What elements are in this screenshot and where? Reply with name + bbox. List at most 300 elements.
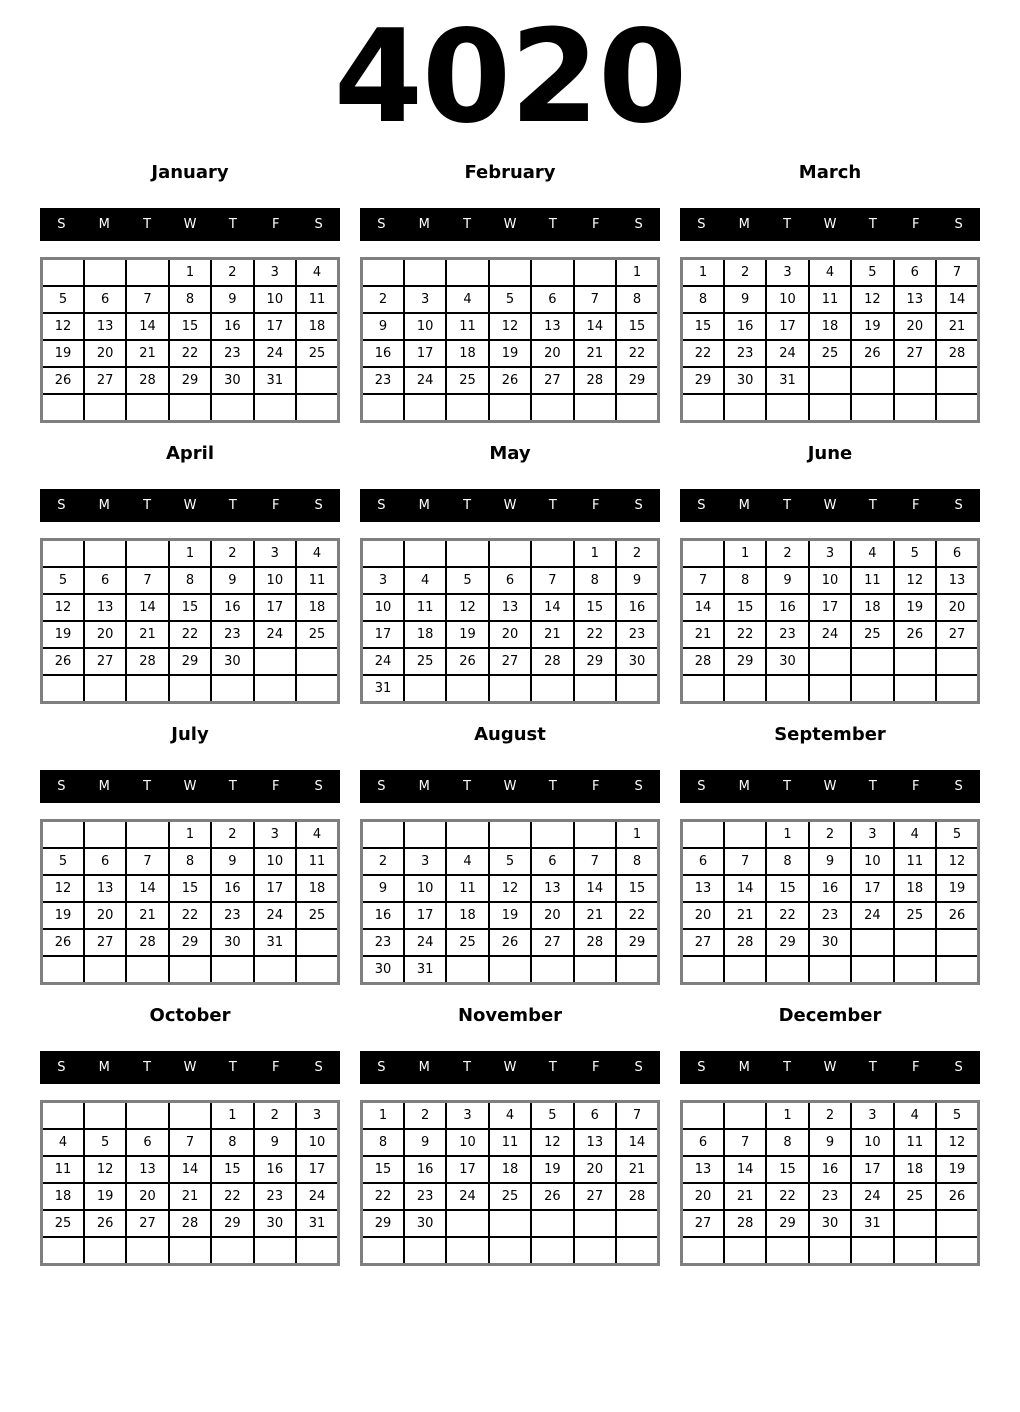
day-cell: 24: [446, 1183, 488, 1210]
month-september: [680, 724, 980, 985]
day-cell: 21: [724, 902, 766, 929]
day-cell: 12: [936, 1129, 978, 1156]
week-row: [362, 956, 659, 984]
day-cell: 16: [211, 875, 253, 902]
week-row: [42, 902, 339, 929]
day-cell: 12: [894, 567, 936, 594]
day-cell: 7: [169, 1129, 211, 1156]
empty-day-cell: [851, 394, 893, 422]
empty-day-cell: [936, 956, 978, 984]
day-cell: 1: [574, 540, 616, 568]
empty-day-cell: [254, 1237, 296, 1265]
day-cell: 3: [254, 259, 296, 287]
day-cell: 29: [724, 648, 766, 675]
month-december: [680, 1005, 980, 1266]
day-cell: 7: [574, 286, 616, 313]
weekday-label: W: [183, 1060, 197, 1075]
empty-day-cell: [84, 394, 126, 422]
day-cell: 3: [362, 567, 404, 594]
weekday-label: W: [503, 779, 517, 794]
day-cell: 3: [254, 821, 296, 849]
empty-day-cell: [362, 1237, 404, 1265]
day-cell: 27: [126, 1210, 168, 1237]
empty-day-cell: [446, 821, 488, 849]
empty-day-cell: [894, 675, 936, 703]
week-row: [42, 1156, 339, 1183]
empty-day-cell: [894, 1210, 936, 1237]
empty-day-cell: [211, 956, 253, 984]
day-cell: 2: [254, 1102, 296, 1130]
day-cell: 22: [616, 902, 658, 929]
day-cell: 3: [254, 540, 296, 568]
week-row: [42, 875, 339, 902]
month-title: September: [774, 724, 886, 745]
day-cell: 1: [169, 259, 211, 287]
day-cell: 4: [894, 1102, 936, 1130]
day-cell: 29: [169, 929, 211, 956]
day-cell: 3: [404, 848, 446, 875]
empty-day-cell: [809, 956, 851, 984]
day-cell: 3: [296, 1102, 338, 1130]
empty-day-cell: [766, 675, 808, 703]
week-row: [362, 259, 659, 287]
day-cell: 31: [851, 1210, 893, 1237]
day-cell: 11: [296, 286, 338, 313]
week-row: [42, 340, 339, 367]
day-cell: 13: [574, 1129, 616, 1156]
empty-day-cell: [724, 394, 766, 422]
day-cell: 9: [809, 848, 851, 875]
day-cell: 10: [851, 1129, 893, 1156]
day-cell: 7: [126, 286, 168, 313]
day-cell: 8: [682, 286, 724, 313]
day-cell: 14: [531, 594, 573, 621]
week-row: [682, 1129, 979, 1156]
month-day-grid: [40, 819, 340, 985]
empty-day-cell: [724, 1102, 766, 1130]
empty-day-cell: [296, 394, 338, 422]
day-cell: 29: [616, 929, 658, 956]
empty-day-cell: [894, 956, 936, 984]
weekday-label: M: [738, 498, 750, 513]
day-cell: 29: [616, 367, 658, 394]
weekday-label: S: [377, 779, 386, 794]
day-cell: 30: [809, 929, 851, 956]
month-day-grid: [40, 257, 340, 423]
day-cell: 14: [682, 594, 724, 621]
day-cell: 25: [296, 340, 338, 367]
day-cell: 7: [724, 848, 766, 875]
empty-day-cell: [894, 1237, 936, 1265]
week-row: [362, 1156, 659, 1183]
day-cell: 18: [809, 313, 851, 340]
empty-day-cell: [616, 675, 658, 703]
week-row: [362, 675, 659, 703]
day-cell: 31: [766, 367, 808, 394]
day-cell: 5: [446, 567, 488, 594]
month-day-grid: [360, 819, 660, 985]
day-cell: 26: [936, 902, 978, 929]
day-cell: 6: [84, 848, 126, 875]
empty-day-cell: [446, 540, 488, 568]
day-cell: 11: [809, 286, 851, 313]
day-cell: 28: [126, 367, 168, 394]
day-cell: 29: [211, 1210, 253, 1237]
day-cell: 13: [489, 594, 531, 621]
day-cell: 12: [936, 848, 978, 875]
day-cell: 8: [766, 848, 808, 875]
empty-day-cell: [936, 675, 978, 703]
empty-day-cell: [404, 1237, 446, 1265]
weekday-label: F: [591, 1060, 600, 1075]
day-cell: 10: [404, 313, 446, 340]
day-cell: 9: [809, 1129, 851, 1156]
empty-day-cell: [724, 821, 766, 849]
day-cell: 2: [809, 1102, 851, 1130]
day-cell: 16: [766, 594, 808, 621]
day-cell: 30: [211, 929, 253, 956]
day-cell: 4: [894, 821, 936, 849]
day-cell: 4: [296, 540, 338, 568]
day-cell: 6: [682, 1129, 724, 1156]
empty-day-cell: [724, 675, 766, 703]
empty-day-cell: [531, 540, 573, 568]
weekday-label: T: [143, 498, 152, 513]
month-november: [360, 1005, 660, 1266]
weekday-label: S: [954, 498, 963, 513]
empty-day-cell: [362, 821, 404, 849]
day-cell: 29: [169, 648, 211, 675]
day-cell: 7: [616, 1102, 658, 1130]
day-cell: 24: [766, 340, 808, 367]
empty-day-cell: [851, 675, 893, 703]
day-cell: 24: [254, 621, 296, 648]
day-cell: 18: [489, 1156, 531, 1183]
day-cell: 12: [851, 286, 893, 313]
empty-day-cell: [404, 540, 446, 568]
month-title: January: [151, 162, 229, 183]
day-cell: 1: [682, 259, 724, 287]
empty-day-cell: [682, 1102, 724, 1130]
day-cell: 9: [211, 286, 253, 313]
day-cell: 6: [531, 848, 573, 875]
day-cell: 11: [42, 1156, 84, 1183]
day-cell: 26: [446, 648, 488, 675]
empty-day-cell: [489, 675, 531, 703]
empty-day-cell: [489, 1210, 531, 1237]
day-cell: 27: [574, 1183, 616, 1210]
month-title: October: [149, 1005, 231, 1026]
month-march: [680, 162, 980, 423]
day-cell: 26: [894, 621, 936, 648]
empty-day-cell: [404, 675, 446, 703]
day-cell: 26: [42, 648, 84, 675]
weekday-label: F: [271, 1060, 280, 1075]
weekday-label: S: [954, 1060, 963, 1075]
day-cell: 22: [574, 621, 616, 648]
day-cell: 26: [42, 929, 84, 956]
day-cell: 11: [894, 848, 936, 875]
week-row: [362, 821, 659, 849]
weekday-label: F: [911, 498, 920, 513]
weekday-label: S: [314, 779, 323, 794]
day-cell: 25: [296, 902, 338, 929]
empty-day-cell: [531, 675, 573, 703]
day-cell: 15: [766, 875, 808, 902]
weekday-label: T: [868, 1060, 877, 1075]
weekday-label: M: [98, 779, 110, 794]
week-row: [42, 567, 339, 594]
week-row: [682, 313, 979, 340]
empty-day-cell: [42, 956, 84, 984]
weekday-header-bar: [360, 208, 660, 241]
day-cell: 27: [682, 929, 724, 956]
empty-day-cell: [766, 1237, 808, 1265]
day-cell: 29: [169, 367, 211, 394]
month-day-grid: [360, 1100, 660, 1266]
week-row: [42, 367, 339, 394]
weekday-label: W: [503, 217, 517, 232]
day-cell: 12: [531, 1129, 573, 1156]
day-cell: 12: [489, 875, 531, 902]
empty-day-cell: [851, 956, 893, 984]
day-cell: 4: [446, 848, 488, 875]
day-cell: 2: [766, 540, 808, 568]
empty-day-cell: [169, 956, 211, 984]
weekday-label: W: [503, 498, 517, 513]
day-cell: 23: [362, 929, 404, 956]
week-row: [42, 540, 339, 568]
day-cell: 31: [254, 929, 296, 956]
day-cell: 6: [84, 567, 126, 594]
day-cell: 28: [126, 648, 168, 675]
weekday-label: M: [418, 779, 430, 794]
weekday-label: T: [228, 217, 237, 232]
weekday-label: W: [183, 779, 197, 794]
day-cell: 20: [574, 1156, 616, 1183]
day-cell: 30: [766, 648, 808, 675]
day-cell: 19: [936, 875, 978, 902]
weekday-label: W: [823, 498, 837, 513]
empty-day-cell: [446, 394, 488, 422]
empty-day-cell: [936, 648, 978, 675]
day-cell: 19: [489, 902, 531, 929]
day-cell: 13: [84, 313, 126, 340]
week-row: [682, 286, 979, 313]
day-cell: 15: [682, 313, 724, 340]
day-cell: 23: [362, 367, 404, 394]
day-cell: 29: [682, 367, 724, 394]
empty-day-cell: [851, 367, 893, 394]
day-cell: 5: [489, 848, 531, 875]
day-cell: 17: [851, 875, 893, 902]
empty-day-cell: [809, 394, 851, 422]
week-row: [682, 340, 979, 367]
day-cell: 26: [489, 367, 531, 394]
day-cell: 24: [254, 340, 296, 367]
day-cell: 9: [616, 567, 658, 594]
day-cell: 16: [616, 594, 658, 621]
week-row: [682, 875, 979, 902]
weekday-label: T: [143, 217, 152, 232]
day-cell: 6: [84, 286, 126, 313]
day-cell: 27: [84, 648, 126, 675]
weekday-label: T: [143, 779, 152, 794]
day-cell: 20: [894, 313, 936, 340]
week-row: [42, 313, 339, 340]
week-row: [362, 594, 659, 621]
day-cell: 12: [489, 313, 531, 340]
weekday-label: F: [271, 217, 280, 232]
weekday-header-bar: [680, 770, 980, 803]
week-row: [42, 675, 339, 703]
day-cell: 20: [84, 340, 126, 367]
day-cell: 21: [531, 621, 573, 648]
day-cell: 11: [446, 313, 488, 340]
empty-day-cell: [809, 675, 851, 703]
week-row: [362, 648, 659, 675]
day-cell: 17: [254, 875, 296, 902]
empty-day-cell: [126, 394, 168, 422]
day-cell: 3: [851, 821, 893, 849]
day-cell: 20: [84, 621, 126, 648]
empty-day-cell: [574, 1210, 616, 1237]
weekday-label: T: [868, 217, 877, 232]
day-cell: 15: [724, 594, 766, 621]
empty-day-cell: [809, 648, 851, 675]
day-cell: 31: [404, 956, 446, 984]
weekday-label: M: [418, 217, 430, 232]
weekday-label: M: [98, 217, 110, 232]
day-cell: 30: [211, 648, 253, 675]
day-cell: 5: [894, 540, 936, 568]
empty-day-cell: [254, 648, 296, 675]
month-june: [680, 443, 980, 704]
day-cell: 8: [169, 286, 211, 313]
day-cell: 11: [489, 1129, 531, 1156]
day-cell: 18: [894, 875, 936, 902]
empty-day-cell: [126, 1102, 168, 1130]
empty-day-cell: [42, 675, 84, 703]
empty-day-cell: [936, 1210, 978, 1237]
day-cell: 15: [211, 1156, 253, 1183]
day-cell: 13: [84, 594, 126, 621]
day-cell: 9: [766, 567, 808, 594]
empty-day-cell: [936, 929, 978, 956]
day-cell: 22: [682, 340, 724, 367]
empty-day-cell: [894, 394, 936, 422]
day-cell: 9: [404, 1129, 446, 1156]
weekday-header-bar: [680, 489, 980, 522]
day-cell: 15: [169, 875, 211, 902]
day-cell: 12: [84, 1156, 126, 1183]
day-cell: 25: [446, 367, 488, 394]
day-cell: 17: [404, 902, 446, 929]
day-cell: 27: [531, 367, 573, 394]
weekday-label: M: [418, 498, 430, 513]
day-cell: 23: [766, 621, 808, 648]
empty-day-cell: [446, 1237, 488, 1265]
empty-day-cell: [169, 1237, 211, 1265]
day-cell: 18: [851, 594, 893, 621]
day-cell: 30: [404, 1210, 446, 1237]
weekday-label: T: [548, 1060, 557, 1075]
weekday-label: T: [228, 498, 237, 513]
empty-day-cell: [254, 675, 296, 703]
empty-day-cell: [616, 1210, 658, 1237]
day-cell: 2: [616, 540, 658, 568]
day-cell: 19: [446, 621, 488, 648]
weekday-label: S: [377, 1060, 386, 1075]
weekday-label: T: [228, 1060, 237, 1075]
weekday-label: S: [634, 217, 643, 232]
day-cell: 29: [574, 648, 616, 675]
week-row: [682, 1237, 979, 1265]
day-cell: 14: [616, 1129, 658, 1156]
week-row: [682, 594, 979, 621]
day-cell: 23: [254, 1183, 296, 1210]
day-cell: 19: [42, 902, 84, 929]
day-cell: 22: [169, 902, 211, 929]
weekday-label: M: [738, 1060, 750, 1075]
day-cell: 5: [851, 259, 893, 287]
week-row: [682, 902, 979, 929]
month-title: March: [798, 162, 862, 183]
day-cell: 17: [404, 340, 446, 367]
weekday-label: S: [634, 779, 643, 794]
day-cell: 10: [254, 286, 296, 313]
day-cell: 11: [851, 567, 893, 594]
weekday-label: M: [98, 498, 110, 513]
day-cell: 5: [42, 286, 84, 313]
empty-day-cell: [126, 821, 168, 849]
months-grid: [0, 162, 1020, 1266]
day-cell: 21: [126, 902, 168, 929]
week-row: [362, 1102, 659, 1130]
day-cell: 16: [809, 1156, 851, 1183]
empty-day-cell: [682, 821, 724, 849]
empty-day-cell: [126, 1237, 168, 1265]
weekday-label: S: [954, 779, 963, 794]
day-cell: 27: [682, 1210, 724, 1237]
empty-day-cell: [254, 394, 296, 422]
day-cell: 20: [531, 902, 573, 929]
weekday-header-bar: [360, 489, 660, 522]
day-cell: 26: [84, 1210, 126, 1237]
week-row: [362, 848, 659, 875]
empty-day-cell: [574, 675, 616, 703]
day-cell: 22: [766, 1183, 808, 1210]
month-day-grid: [680, 819, 980, 985]
day-cell: 5: [42, 848, 84, 875]
day-cell: 16: [362, 902, 404, 929]
weekday-header-bar: [40, 489, 340, 522]
day-cell: 28: [574, 367, 616, 394]
day-cell: 5: [42, 567, 84, 594]
day-cell: 28: [531, 648, 573, 675]
day-cell: 4: [851, 540, 893, 568]
weekday-label: T: [783, 1060, 792, 1075]
day-cell: 6: [489, 567, 531, 594]
day-cell: 20: [682, 1183, 724, 1210]
day-cell: 26: [936, 1183, 978, 1210]
weekday-label: W: [183, 217, 197, 232]
empty-day-cell: [446, 259, 488, 287]
empty-day-cell: [489, 821, 531, 849]
day-cell: 6: [531, 286, 573, 313]
day-cell: 14: [574, 313, 616, 340]
day-cell: 21: [169, 1183, 211, 1210]
